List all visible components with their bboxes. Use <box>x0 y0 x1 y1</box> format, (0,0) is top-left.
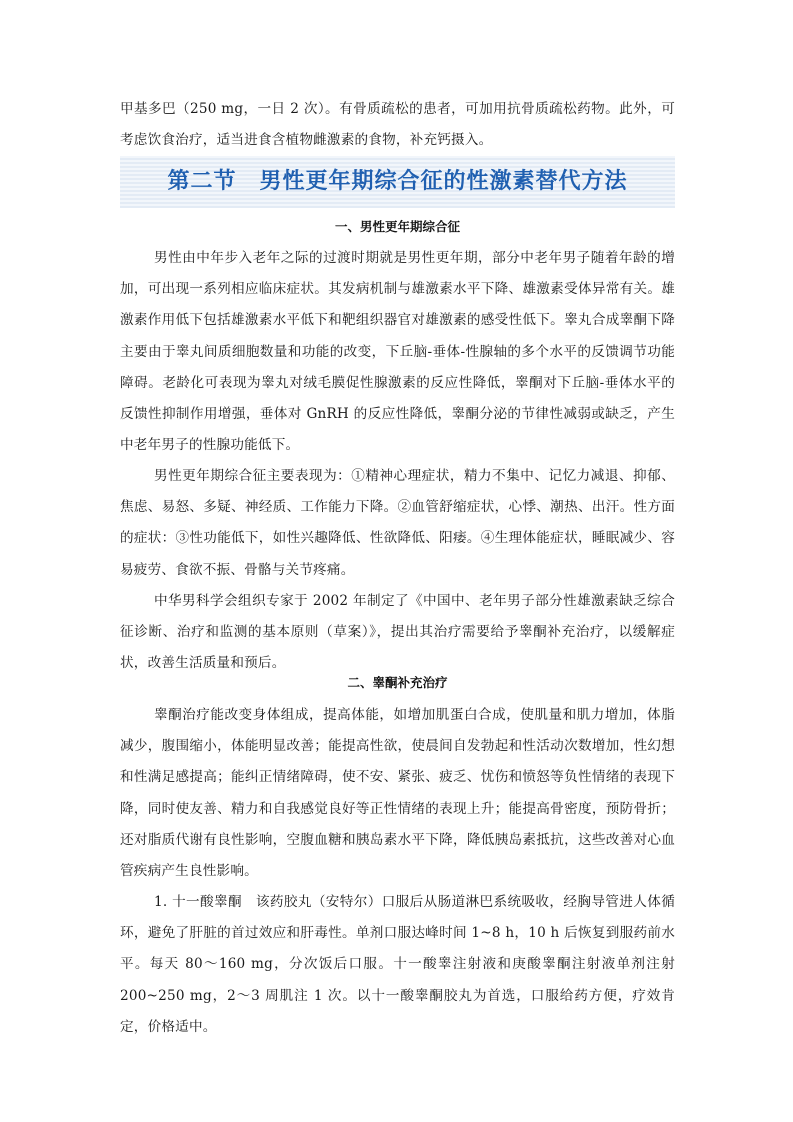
chapter-title: 第二节 男性更年期综合征的性激素替代方法 <box>167 169 628 194</box>
section-1-paragraph-3: 中华男科学会组织专家于 2002 年制定了《中国中、老年男子部分性雄激素缺乏综合征诊断、治疗和监测的基本原则（草案）》，提出其治疗需要给予睾酮补充治疗，以缓解症状，改善生活质量和预后。 <box>120 593 675 672</box>
section-2-paragraph-1: 睾酮治疗能改变身体组成，提高体能，如增加肌蛋白合成，使肌量和肌力增加，体脂减少，腹围缩小，体能明显改善；能提高性欲，使晨间自发勃起和性活动次数增加，性幻想和性满足感提高；能纠正情绪障碍，使不安、紧张、疲乏、忧伤和愤怒等负性情绪的表现下降，同时使友善、精力和自我感觉良好等正性情绪的表现上升；能提高骨密度，预防骨折；还对脂质代谢有良性影响，空腹血糖和胰岛素水平下降，降低胰岛素抵抗，这些改善对心血管疾病产生良性影响。 <box>120 707 675 880</box>
section-1-paragraph-1: 男性由中年步入老年之际的过渡时期就是男性更年期，部分中老年男子随着年龄的增加，可出现一系列相应临床症状。其发病机制与雄激素水平下降、雄激素受体异常有关。雄激素作用低下包括雄激素水平低下和靶组织器官对雄激素的感受性低下。睾丸合成睾酮下降主要由于睾丸间质细胞数量和功能的改变，下丘脑-垂体-性腺轴的多个水平的反馈调节功能障碍。老龄化可表现为睾丸对绒毛膜促性腺激素的反应性降低，睾酮对下丘脑-垂体水平的反馈性抑制作用增强，垂体对 GnRH 的反应性降低，睾酮分泌的节律性减弱或缺乏，产生中老年男子的性腺功能低下。 <box>120 250 675 454</box>
section-2-title: 二、睾酮补充治疗 <box>347 675 448 690</box>
section-1-paragraph-2: 男性更年期综合征主要表现为：①精神心理症状，精力不集中、记忆力减退、抑郁、焦虑、易怒、多疑、神经质、工作能力下降。②血管舒缩症状，心悸、潮热、出汗。性方面的症状：③性功能低下，如性兴趣降低、性欲降低、阳痿。④生理体能症状，睡眠减少、容易疲劳、食欲不振、骨骼与关节疼痛。 <box>120 468 675 578</box>
section-2-paragraph-2: 1. 十一酸睾酮 该药胶丸（安特尔）口服后从肠道淋巴系统吸收，经胸导管进人体循环，避免了肝脏的首过效应和肝毒性。单剂口服达峰时间 1~8 h，10 h 后恢复到服药前水平。每天 80～160 mg，分次饭后口服。十一酸睾注射液和庚酸睾酮注射液单剂注射 200~250 mg，2～3 周肌注 1 次。以十一酸睾酮胶丸为首选，口服给药方便，疗效肯定，价格适中。 <box>120 894 675 1035</box>
intro-paragraph: 甲基多巴（250 mg，一日 2 次）。有骨质疏松的患者，可加用抗骨质疏松药物。此外，可考虑饮食治疗，适当进食含植物雌激素的食物，补充钙摄入。 <box>120 101 675 149</box>
section-1-title: 一、男性更年期综合征 <box>334 219 460 234</box>
